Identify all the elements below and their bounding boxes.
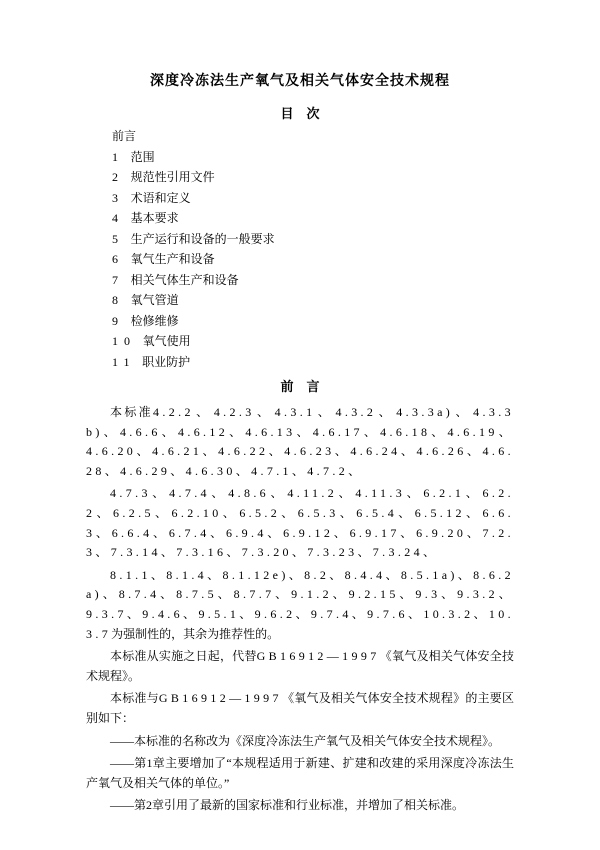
toc-item-label: 氧气生产和设备 bbox=[130, 252, 215, 266]
toc-item bbox=[112, 352, 514, 373]
toc-item-label: 生产运行和设备的一般要求 bbox=[130, 231, 275, 246]
toc-item-label: 氧气管道 bbox=[130, 293, 179, 307]
toc-header: 目 次 bbox=[280, 106, 320, 121]
toc-item-label: 术语和定义 bbox=[130, 190, 191, 205]
foreword-paragraph bbox=[86, 754, 514, 793]
toc-item-number: 3 bbox=[112, 190, 124, 205]
toc-item-number: 6 bbox=[112, 252, 124, 266]
toc-item bbox=[112, 126, 514, 147]
text-segment: 本标准 bbox=[110, 405, 153, 419]
text-segment: ——第1章主要增加了“本规程适用于新建、扩建和改建的采用深度冷冻法生产氧气及相关气体的单位。” bbox=[86, 756, 514, 790]
toc-item-number: 4 bbox=[112, 211, 124, 225]
toc-list bbox=[112, 126, 514, 372]
text-segment: GB16912—1997 bbox=[158, 691, 282, 706]
toc-item bbox=[112, 188, 514, 209]
toc-item-label: 基本要求 bbox=[130, 211, 179, 225]
foreword-header: 前 言 bbox=[280, 379, 320, 394]
toc-item-label: 相关气体生产和设备 bbox=[130, 272, 239, 287]
text-segment: 8.1.1、8.1.4、8.1.12e)、8.2、8.4.4、8.5.1a)、8.6.2a)、8.7.4、8.7.5、8.7.7、9.1.2、9.2.15、9.3、9.3.2、9.3.7、9.4.6、9.5.1、9.6.2、9.7.4、9.7.6、10.3.2、10.3.7 bbox=[86, 567, 514, 641]
foreword-body bbox=[86, 403, 514, 816]
foreword-paragraph bbox=[86, 689, 514, 728]
toc-item bbox=[112, 229, 514, 250]
toc-item-label: 检修维修 bbox=[130, 313, 179, 328]
toc-item-number: 7 bbox=[112, 272, 124, 287]
text-segment: GB16912—1997 bbox=[256, 649, 380, 664]
toc-item-number: 1 bbox=[112, 149, 124, 164]
text-segment: 4.2.2、4.2.3、4.3.1、4.3.2、4.3.3a)、4.3.3b)、4.6.6、4.6.12、4.6.13、4.6.17、4.6.18、4.6.19、4.6.20、4.6.21、4.6.22、4.6.23、4.6.24、4.6.26、4.6.28、4.6.29、4.6.30、4.7.1、4.7.2、 bbox=[86, 405, 514, 478]
foreword-paragraph bbox=[86, 732, 514, 752]
text-segment: 4.7.3、4.7.4、4.8.6、4.11.2、4.11.3、6.2.1、6.2.2、6.2.5、6.2.10、6.5.2、6.5.3、6.5.4、6.5.12、6.6.3、6.6.4、6.7.4、6.9.4、6.9.12、6.9.17、6.9.20、7.2.3、7.3.14、7.3.16、7.3.20、7.3.23、7.3.24、 bbox=[86, 486, 514, 560]
toc-item-label: 范围 bbox=[130, 149, 155, 164]
toc-item bbox=[112, 249, 514, 270]
text-segment: 《氧气及相关气体安全技术规程》的主要区别如下： bbox=[86, 691, 514, 725]
toc-item bbox=[112, 270, 514, 291]
foreword-paragraph bbox=[86, 796, 514, 816]
toc-item-number: 5 bbox=[112, 231, 124, 246]
toc-item bbox=[112, 208, 514, 229]
toc-item-number: 9 bbox=[112, 313, 124, 328]
text-segment: ——本标准的名称改为《深度冷冻法生产氧气及相关气体安全技术规程》。 bbox=[110, 733, 501, 748]
toc-item bbox=[112, 331, 514, 352]
foreword-paragraph bbox=[86, 647, 514, 686]
text-segment: ——第2章引用了最新的国家标准和行业标准，并增加了相关标准。 bbox=[110, 798, 465, 813]
toc-item-number: 11 bbox=[112, 354, 136, 369]
toc-item-label: 规范性引用文件 bbox=[130, 170, 215, 184]
text-segment: 本标准与 bbox=[110, 691, 159, 706]
foreword-paragraph bbox=[86, 484, 514, 562]
text-segment: 本标准从实施之日起，代替 bbox=[110, 649, 257, 664]
foreword-paragraph bbox=[86, 566, 514, 644]
toc-item-label: 氧气使用 bbox=[142, 334, 191, 348]
toc-item-label: 职业防护 bbox=[142, 354, 191, 369]
toc-item bbox=[112, 147, 514, 168]
toc-item-number: 2 bbox=[112, 170, 124, 184]
toc-item bbox=[112, 290, 514, 311]
toc-item-label: 前言 bbox=[112, 129, 137, 143]
toc-item bbox=[112, 311, 514, 332]
foreword-paragraph bbox=[86, 403, 514, 481]
text-segment: 为强制性的，其余为推荐性的。 bbox=[111, 626, 280, 641]
toc-item bbox=[112, 167, 514, 188]
toc-item-number: 10 bbox=[112, 334, 136, 348]
document-title: 深度冷冻法生产氧气及相关气体安全技术规程 bbox=[150, 74, 450, 89]
text-segment: 《氧气及相关气体安全技术规程》。 bbox=[86, 649, 514, 683]
toc-item-number: 8 bbox=[112, 293, 124, 307]
